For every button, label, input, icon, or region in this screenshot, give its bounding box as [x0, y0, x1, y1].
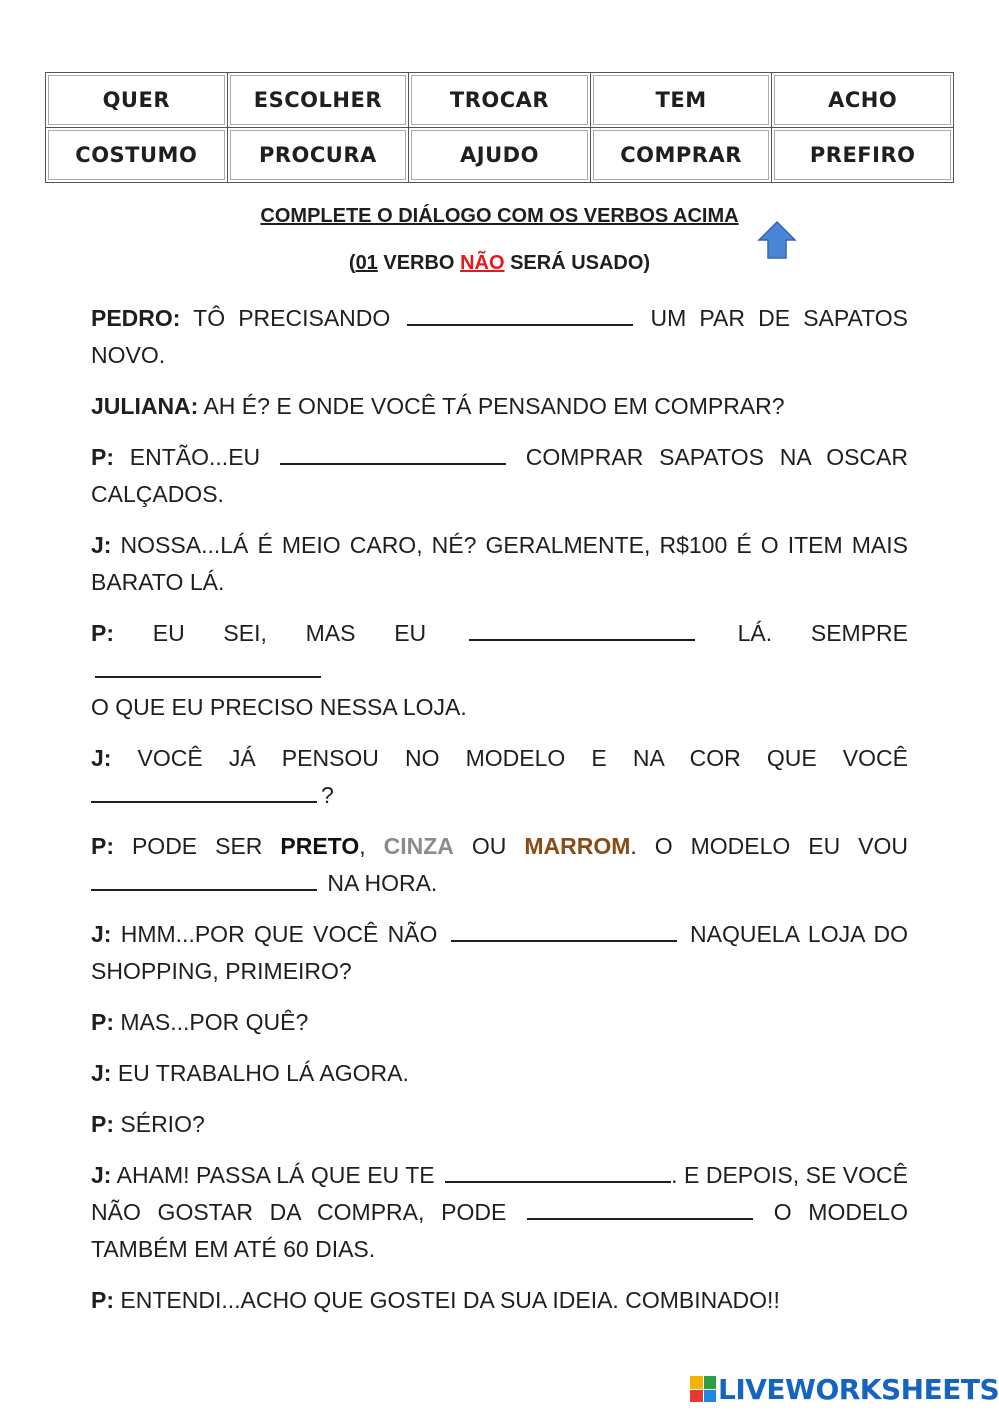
color-word-brown: MARROM	[524, 833, 631, 859]
speaker: P:	[91, 1111, 114, 1137]
answer-blank[interactable]	[469, 617, 695, 641]
line-text: . E DEPOIS, SE VOCÊ	[671, 1162, 908, 1188]
line-text: SÉRIO?	[114, 1111, 205, 1137]
answer-blank[interactable]	[280, 441, 506, 465]
answer-blank[interactable]	[445, 1159, 671, 1183]
note-mid: VERBO	[377, 252, 461, 274]
line-text: EU SEI, MAS EU	[114, 620, 465, 646]
dialogue-line	[91, 1157, 908, 1268]
line-text: ENTENDI...ACHO QUE GOSTEI DA SUA IDEIA. COMBINADO!!	[114, 1287, 780, 1313]
line-text: PODE SER	[114, 833, 281, 859]
speaker: P:	[91, 1287, 114, 1313]
verb-row	[46, 128, 954, 183]
verb-cell: QUER	[46, 73, 228, 128]
note-negation: NÃO	[460, 252, 505, 274]
line-text: NOSSA...LÁ É MEIO CARO, NÉ? GERALMENTE, R$100 É O ITEM MAIS	[111, 532, 908, 558]
line-text: NÃO GOSTAR DA COMPRA, PODE	[91, 1199, 523, 1225]
speaker: PEDRO:	[91, 305, 181, 331]
speaker: P:	[91, 620, 114, 646]
line-text: BARATO LÁ.	[91, 569, 225, 595]
line-text: . O MODELO EU VOU	[630, 833, 909, 859]
liveworksheets-icon	[690, 1376, 716, 1402]
line-text: O MODELO	[757, 1199, 908, 1225]
line-text: MAS...POR QUÊ?	[114, 1009, 309, 1035]
note-end: SERÁ USADO)	[504, 252, 651, 274]
speaker: J:	[91, 1060, 112, 1086]
line-text: NOVO.	[91, 342, 166, 368]
verb-cell: ACHO	[772, 73, 954, 128]
speaker: J:	[91, 921, 112, 947]
answer-blank[interactable]	[91, 779, 317, 803]
speaker: J:	[91, 532, 112, 558]
dialogue-line	[91, 527, 908, 601]
dialogue	[91, 300, 908, 1333]
speaker: JULIANA:	[91, 393, 199, 419]
speaker: J:	[91, 745, 112, 771]
verb-cell: PROCURA	[227, 128, 409, 183]
line-text: NA HORA.	[321, 870, 438, 896]
line-text: CALÇADOS.	[91, 481, 224, 507]
verb-cell: COMPRAR	[590, 128, 772, 183]
instruction-title: COMPLETE O DIÁLOGO COM OS VERBOS ACIMA	[260, 205, 739, 227]
line-text: LÁ. SEMPRE	[698, 620, 908, 646]
color-word-black: PRETO	[280, 833, 360, 859]
answer-blank[interactable]	[91, 867, 317, 891]
line-text: AH É? E ONDE VOCÊ TÁ PENSANDO EM COMPRAR?	[198, 393, 785, 419]
line-text: VOCÊ JÁ PENSOU NO MODELO E NA COR QUE VOCÊ	[111, 745, 908, 771]
line-text: ENTÃO...EU	[114, 444, 276, 470]
line-text: TÔ PRECISANDO	[180, 305, 404, 331]
liveworksheets-logo[interactable]	[690, 1372, 999, 1406]
dialogue-line	[91, 615, 908, 726]
dialogue-line	[91, 300, 908, 374]
line-text: AHAM! PASSA LÁ QUE EU TE	[111, 1162, 442, 1188]
dialogue-line	[91, 1004, 908, 1041]
line-text: EU TRABALHO LÁ AGORA.	[111, 1060, 409, 1086]
dialogue-line	[91, 916, 908, 990]
verb-table	[45, 72, 954, 183]
line-text: O QUE EU PRECISO NESSA LOJA.	[91, 694, 467, 720]
line-text: ?	[321, 782, 334, 808]
line-text: HMM...POR QUE VOCÊ NÃO	[111, 921, 447, 947]
verb-cell: COSTUMO	[46, 128, 228, 183]
color-word-gray: CINZA	[383, 833, 454, 859]
dialogue-line	[91, 828, 908, 902]
speaker: J:	[91, 1162, 112, 1188]
line-text: NAQUELA LOJA DO	[680, 921, 908, 947]
verb-cell: TEM	[590, 73, 772, 128]
verb-cell: PREFIRO	[772, 128, 954, 183]
verb-cell: ESCOLHER	[227, 73, 409, 128]
dialogue-line	[91, 1106, 908, 1143]
verb-cell: TROCAR	[409, 73, 591, 128]
instruction-note	[0, 252, 999, 275]
line-text: SHOPPING, PRIMEIRO?	[91, 958, 352, 984]
answer-blank[interactable]	[527, 1196, 753, 1220]
dialogue-line	[91, 388, 908, 425]
speaker: P:	[91, 833, 114, 859]
up-arrow-icon	[757, 220, 797, 260]
speaker: P:	[91, 1009, 114, 1035]
answer-blank[interactable]	[451, 918, 677, 942]
line-text: COMPRAR SAPATOS NA OSCAR	[509, 444, 908, 470]
verb-cell: AJUDO	[409, 128, 591, 183]
note-open: (	[348, 252, 356, 274]
note-count: 01	[355, 252, 378, 274]
speaker: P:	[91, 444, 114, 470]
answer-blank[interactable]	[95, 654, 321, 678]
line-text: ,	[359, 833, 384, 859]
dialogue-line	[91, 1055, 908, 1092]
dialogue-line	[91, 439, 908, 513]
verb-row	[46, 73, 954, 128]
line-text: OU	[453, 833, 525, 859]
answer-blank[interactable]	[407, 302, 633, 326]
line-text: UM PAR DE SAPATOS	[637, 305, 909, 331]
line-text: TAMBÉM EM ATÉ 60 DIAS.	[91, 1236, 376, 1262]
dialogue-line	[91, 740, 908, 814]
brand-text: LIVEWORKSHEETS	[718, 1372, 999, 1406]
dialogue-line	[91, 1282, 908, 1319]
